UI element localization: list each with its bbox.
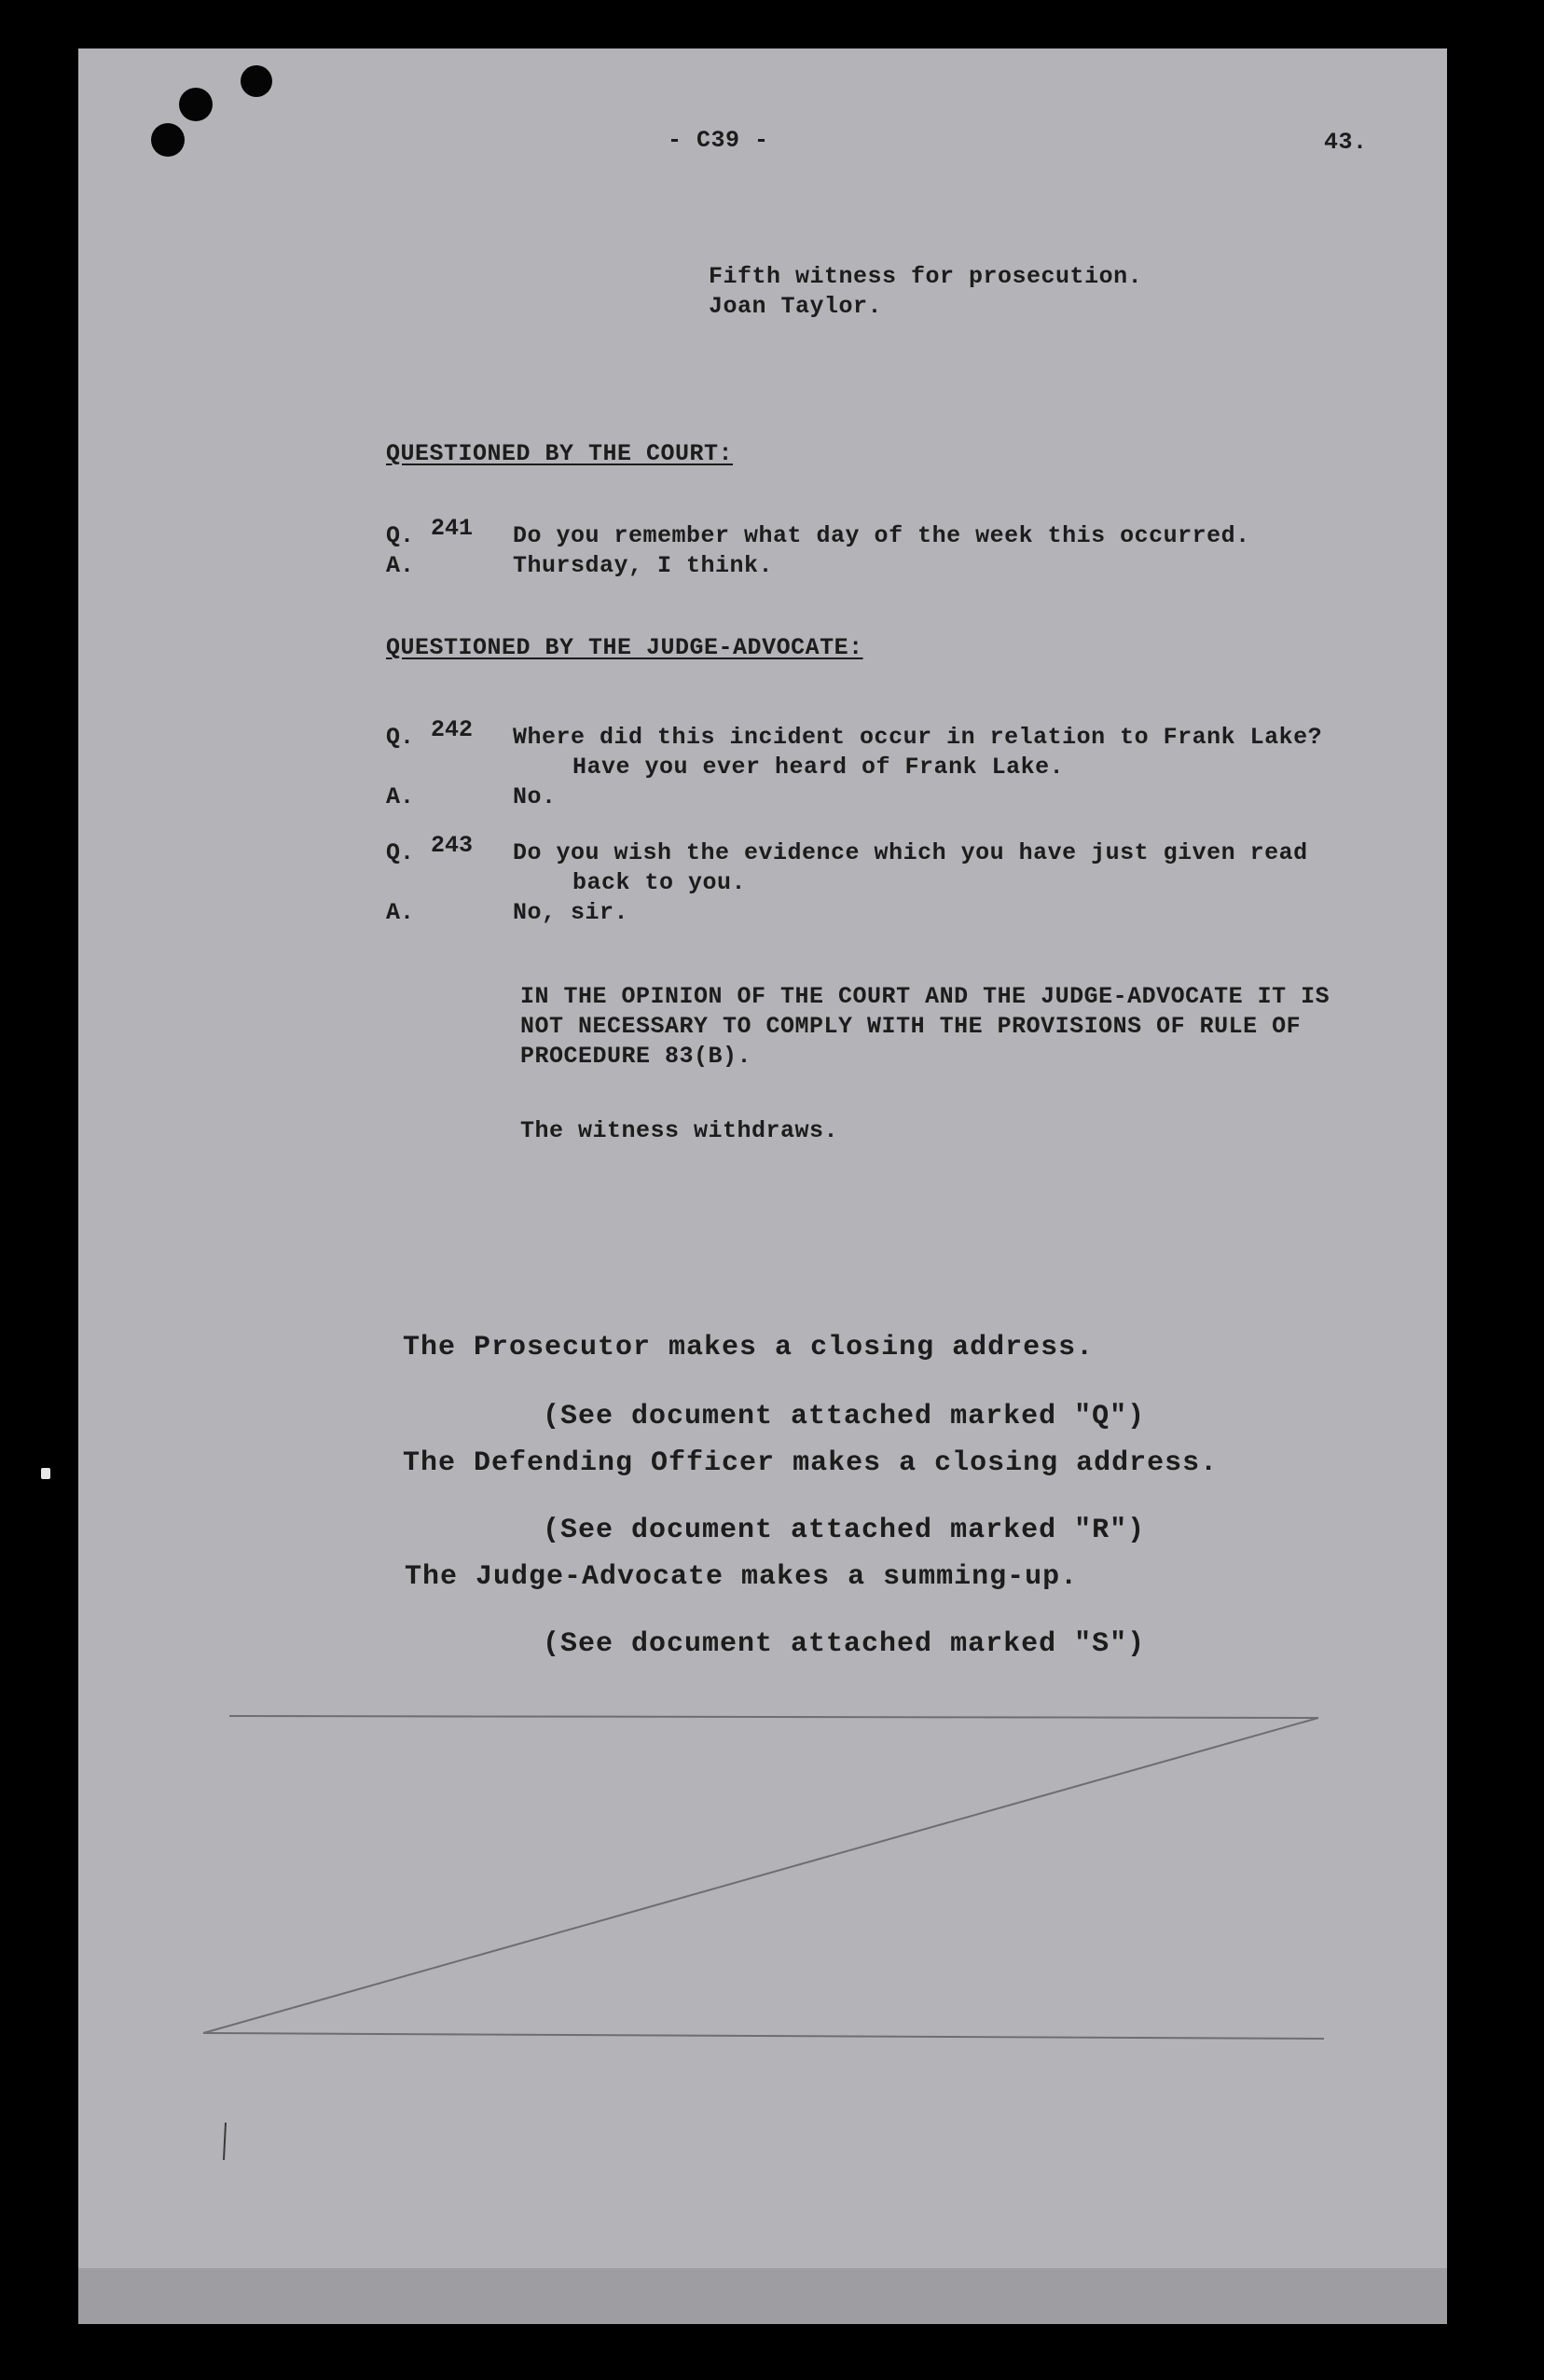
question-text: Do you remember what day of the week this occurred.	[513, 522, 1250, 549]
question-text-continued: Have you ever heard of Frank Lake.	[572, 754, 1065, 781]
document-page	[78, 48, 1447, 2324]
question-label: Q.	[386, 839, 415, 866]
answer-label: A.	[386, 552, 415, 579]
opinion-line-2: NOT NECESSARY TO COMPLY WITH THE PROVISIONS OF RULE OF	[520, 1013, 1302, 1040]
question-label: Q.	[386, 522, 415, 549]
section-heading-court: QUESTIONED BY THE COURT:	[386, 440, 734, 467]
answer-label: A.	[386, 899, 415, 926]
bottom-rule	[203, 2033, 1324, 2039]
answer-text: No, sir.	[513, 899, 629, 926]
cancellation-lines	[78, 48, 1447, 2324]
question-label: Q.	[386, 724, 415, 751]
document-ref-q: (See document attached marked "Q")	[543, 1401, 1146, 1432]
opinion-line-1: IN THE OPINION OF THE COURT AND THE JUDGE-ADVOCATE IT IS	[520, 983, 1330, 1010]
witness-withdraws: The witness withdraws.	[520, 1117, 839, 1144]
margin-mark	[224, 2123, 226, 2160]
question-text: Do you wish the evidence which you have just given read	[513, 839, 1308, 866]
question-number: 241	[431, 515, 474, 542]
answer-label: A.	[386, 783, 415, 810]
answer-text: Thursday, I think.	[513, 552, 774, 579]
witness-line-1: Fifth witness for prosecution.	[709, 263, 1143, 290]
page-number: 43.	[1324, 129, 1368, 156]
defending-closing: The Defending Officer makes a closing address.	[403, 1447, 1219, 1479]
question-number: 242	[431, 716, 474, 743]
top-rule	[229, 1716, 1318, 1718]
opinion-line-3: PROCEDURE 83(B).	[520, 1043, 752, 1070]
diagonal-rule	[203, 1718, 1318, 2033]
prosecutor-closing: The Prosecutor makes a closing address.	[403, 1332, 1095, 1363]
edge-mark	[41, 1468, 50, 1479]
page-label: - C39 -	[668, 127, 769, 154]
document-ref-s: (See document attached marked "S")	[543, 1628, 1146, 1660]
judge-summing-up: The Judge-Advocate makes a summing-up.	[405, 1561, 1079, 1593]
question-text: Where did this incident occur in relation to Frank Lake?	[513, 724, 1323, 751]
answer-text: No.	[513, 783, 557, 810]
question-number: 243	[431, 832, 474, 859]
question-text-continued: back to you.	[572, 869, 747, 896]
document-ref-r: (See document attached marked "R")	[543, 1515, 1146, 1546]
witness-line-2: Joan Taylor.	[709, 293, 883, 320]
section-heading-judge-advocate: QUESTIONED BY THE JUDGE-ADVOCATE:	[386, 634, 863, 661]
